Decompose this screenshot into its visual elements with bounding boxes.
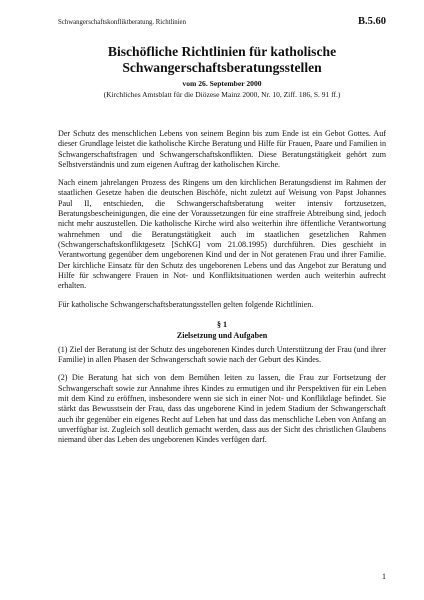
- intro-paragraph-2: Nach einem jahrelangen Prozess des Ringens um den kirchlichen Beratungsdienst im Rahmen der staatlichen Gesetze haben die deutschen Bischöfe, nicht zuletzt auf Weisung von Papst Johannes Paul II, entschieden, die Schwangerschaftsberatung weiter intensiv fortzusetzen, Beratungsbescheinigungen, die eine der Voraussetzungen für eine straffreie Abtreibung sind, jedoch nicht mehr auszustellen. Die katholische Kirche wird also weiterhin ihre öffentliche Verantwortung wahrnehmen und die Beratungstätigkeit auch im staatlichen gesetzlichen Rahmen (Schwangerschaftskonfliktgesetz [SchKG] vom 21.08.1995) durchführen. Dies geschieht in Verantwortung gegenüber dem ungeborenen Kind und der in Not geratenen Frau und ihrer Familie. Der kirchliche Einsatz für den Schutz des ungeborenen Lebens und das Angebot zur Beratung und Hilfe für schwangere Frauen in Not- und Konfliktsituationen werden auch weiterhin aufrecht erhalten.: [58, 178, 386, 291]
- issue-date: vom 26. September 2000: [182, 79, 262, 88]
- running-title: Schwangerschaftskonfliktberatung. Richtlinien: [58, 19, 186, 26]
- section-heading: [58, 319, 386, 341]
- section-number: § 1: [216, 319, 228, 329]
- intro-paragraph-3: Für katholische Schwangerschaftsberatungsstellen gelten folgende Richtlinien.: [58, 300, 314, 310]
- title-line-1: Bischöfliche Richtlinien für katholische: [107, 44, 337, 59]
- document-code: B.5.60: [357, 16, 386, 27]
- section-paragraph-1: (1) Ziel der Beratung ist der Schutz des ungeborenen Kindes durch Unterstützung der Frau (und ihrer Familie) in allen Phasen der Schwangerschaft sowie nach der Geburt des Kindes.: [58, 344, 386, 365]
- running-header: [58, 16, 386, 27]
- intro-paragraph-1: Der Schutz des menschlichen Lebens von seinem Beginn bis zum Ende ist ein Gebot Gottes. Auf dieser Grundlage leistet die katholische Kirche Beratung und Hilfe für Frauen, Paare und Familien in Schwangerschaftsfragen und Schwangerschaftskonflikten. Diese Beratungstätigkeit gehört zum Selbstverständnis und zum eigenen Auftrag der katholischen Kirche.: [58, 129, 386, 169]
- page-number: 1: [382, 572, 386, 581]
- source-reference: (Kirchliches Amtsblatt für die Diözese Mainz 2000, Nr. 10, Ziff. 186, S. 91 ff.): [103, 90, 341, 99]
- body-text: [58, 129, 386, 453]
- section-paragraph-2: (2) Die Beratung hat sich von dem Bemühen leiten zu lassen, die Frau zur Fortsetzung der Schwangerschaft sowie zur Annahme ihres Kindes zu ermutigen und ihr Perspektiven für ein Leben mit dem Kind zu eröffnen, insbesondere wenn sie sich in einer Not- und Konfliktlage befindet. Sie stärkt das Bewusstsein der Frau, dass das ungeborene Kind in jedem Stadium der Schwangerschaft auch ihr gegenüber ein eigenes Recht auf Leben hat und dass das menschliche Leben von Anfang an unverfügbar ist. Zugleich soll deutlich gemacht werden, dass aus der Sicht des christlichen Glaubens niemand über das Leben des ungeborenen Kindes verfügen darf.: [58, 373, 386, 445]
- title-line-2: Schwangerschaftsberatungsstellen: [122, 60, 322, 75]
- title-block: [58, 44, 386, 99]
- section-title: Zielsetzung und Aufgaben: [176, 330, 268, 340]
